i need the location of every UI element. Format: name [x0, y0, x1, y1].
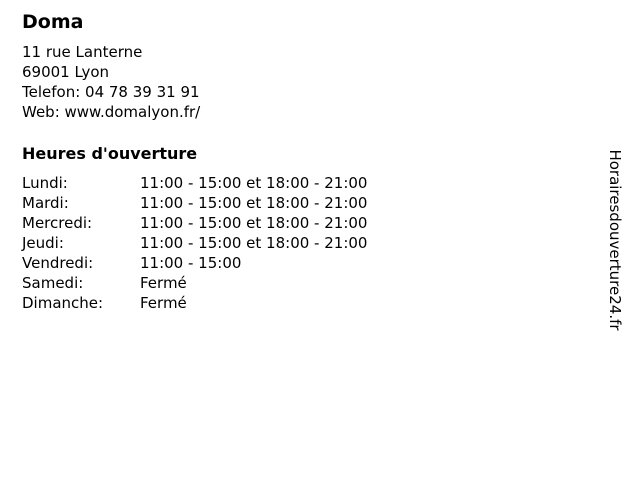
phone-line: Telefon: 04 78 39 31 91 [22, 83, 200, 101]
hours-row-wednesday [22, 213, 582, 233]
hours-row-monday [22, 173, 582, 193]
address-street: 11 rue Lanterne [22, 43, 143, 61]
hours-row-tuesday [22, 193, 582, 213]
opening-hours-heading: Heures d'ouverture [22, 144, 198, 163]
hours-row-thursday [22, 233, 582, 253]
main-content [22, 10, 582, 313]
day-hours: 11:00 - 15:00 et 18:00 - 21:00 [140, 214, 368, 232]
day-hours: Fermé [140, 294, 187, 312]
business-name-title: Doma [22, 11, 84, 33]
hours-row-friday [22, 253, 582, 273]
opening-hours-table [22, 173, 582, 313]
day-hours: Fermé [140, 274, 187, 292]
day-hours: 11:00 - 15:00 et 18:00 - 21:00 [140, 234, 368, 252]
day-label: Jeudi: [22, 234, 64, 252]
address-city: 69001 Lyon [22, 63, 110, 81]
day-label: Lundi: [22, 174, 68, 192]
website-line: Web: www.domalyon.fr/ [22, 103, 201, 121]
address-block [22, 42, 582, 122]
site-watermark-vertical: Horairesdouverture24.fr [606, 149, 624, 331]
day-hours: 11:00 - 15:00 [140, 254, 242, 272]
day-label: Samedi: [22, 274, 84, 292]
day-label: Vendredi: [22, 254, 94, 272]
day-label: Mardi: [22, 194, 69, 212]
day-label: Mercredi: [22, 214, 93, 232]
day-label: Dimanche: [22, 294, 104, 312]
hours-row-saturday [22, 273, 582, 293]
day-hours: 11:00 - 15:00 et 18:00 - 21:00 [140, 174, 368, 192]
hours-row-sunday [22, 293, 582, 313]
day-hours: 11:00 - 15:00 et 18:00 - 21:00 [140, 194, 368, 212]
